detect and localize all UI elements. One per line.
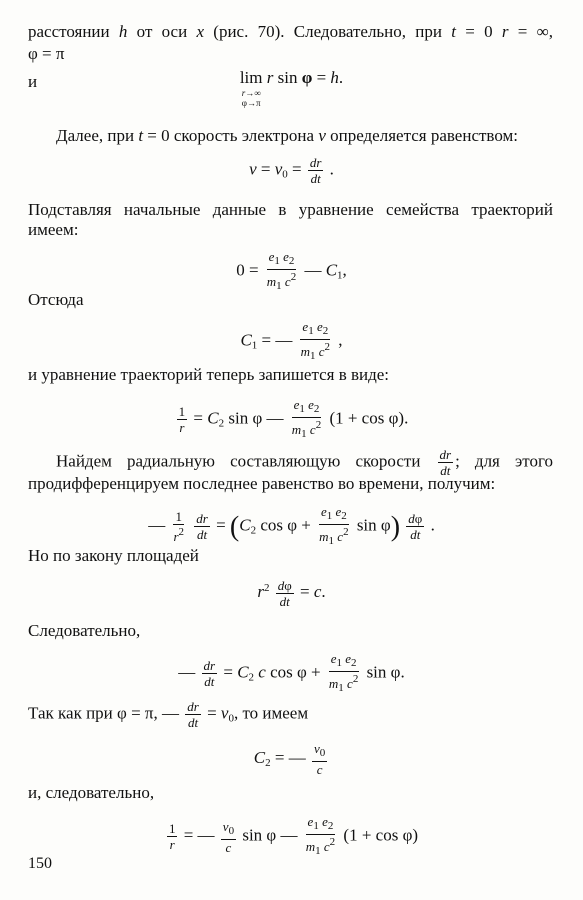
paragraph-since: Так как при φ = π, — $\frac{dr}{dt}$ = $v_0$, то имеем xyxy=(28,699,309,730)
equation-derivative: — $\frac{1}{r^2}$ $\frac{dr}{dt}$ = ($C_2$ cos φ + $\frac{e_1 e_2}{m_1 c^2}$ sin φ) $\frac{d\varphi}{dt}$ . xyxy=(148,504,435,547)
equation-final: $\frac{1}{r}$ = — $\frac{v_0}{c}$ sin φ — $\frac{e_1 e_2}{m_1 c^2}$ (1 + cos φ) xyxy=(168,814,419,857)
paragraph-area: Но по закону площадей xyxy=(28,546,199,565)
paragraph-line: φ = π xyxy=(28,44,65,63)
and-label: и xyxy=(28,72,38,91)
paragraph-radial-2: продифференцируем последнее равенство во времени, получим: xyxy=(28,474,496,493)
equation-area-law: $r^2$ $\frac{d\varphi}{dt}$ = c. xyxy=(257,577,326,609)
page-number: 150 xyxy=(28,855,52,872)
paragraph-subst-2: имеем: xyxy=(28,220,79,239)
paragraph-and-therefore: и, следовательно, xyxy=(28,783,155,802)
equation-trajectory: $\frac{1}{r}$ = $C_2$ sin φ — $\frac{e_1 e_2}{m_1 c^2}$ (1 + cos φ). xyxy=(178,397,409,440)
equation-c1: $C_1$ = — $\frac{e_1 e_2}{m_1 c^2}$ , xyxy=(240,319,343,362)
paragraph-subst-1: Подставляя начальные данные в уравнение семейства траекторий xyxy=(28,200,553,219)
paragraph-therefore: Следовательно, xyxy=(28,621,141,640)
paragraph-traj: и уравнение траекторий теперь запишется в виде: xyxy=(28,365,390,384)
equation-limit: lim r→∞ φ→π r sin φ = h. xyxy=(239,68,344,108)
paragraph-hence: Отсюда xyxy=(28,290,84,309)
paragraph-speed: Далее, при t = 0 скорость электрона v определяется равенством: xyxy=(56,126,518,145)
paragraph-radial-1: Найдем радиальную составляющую скорости $\frac{dr}{dt}$ ; для этого xyxy=(56,447,554,478)
equation-c2: $C_2$ = — $\frac{v_0}{c}$ xyxy=(253,741,326,777)
paragraph-line: расстоянии h от оси x (рис. 70). Следовательно, при t = 0 r = ∞, xyxy=(28,22,553,41)
equation-initial: 0 = $\frac{e_1 e_2}{m_1 c^2}$ — $C_1$, xyxy=(236,249,347,292)
equation-drdt: — $\frac{dr}{dt}$ = $C_2$ c cos φ + $\frac{e_1 e_2}{m_1 c^2}$ sin φ. xyxy=(178,651,405,694)
equation-velocity: $v = v_0$ = $\frac{dr}{dt}$ . xyxy=(249,155,334,186)
